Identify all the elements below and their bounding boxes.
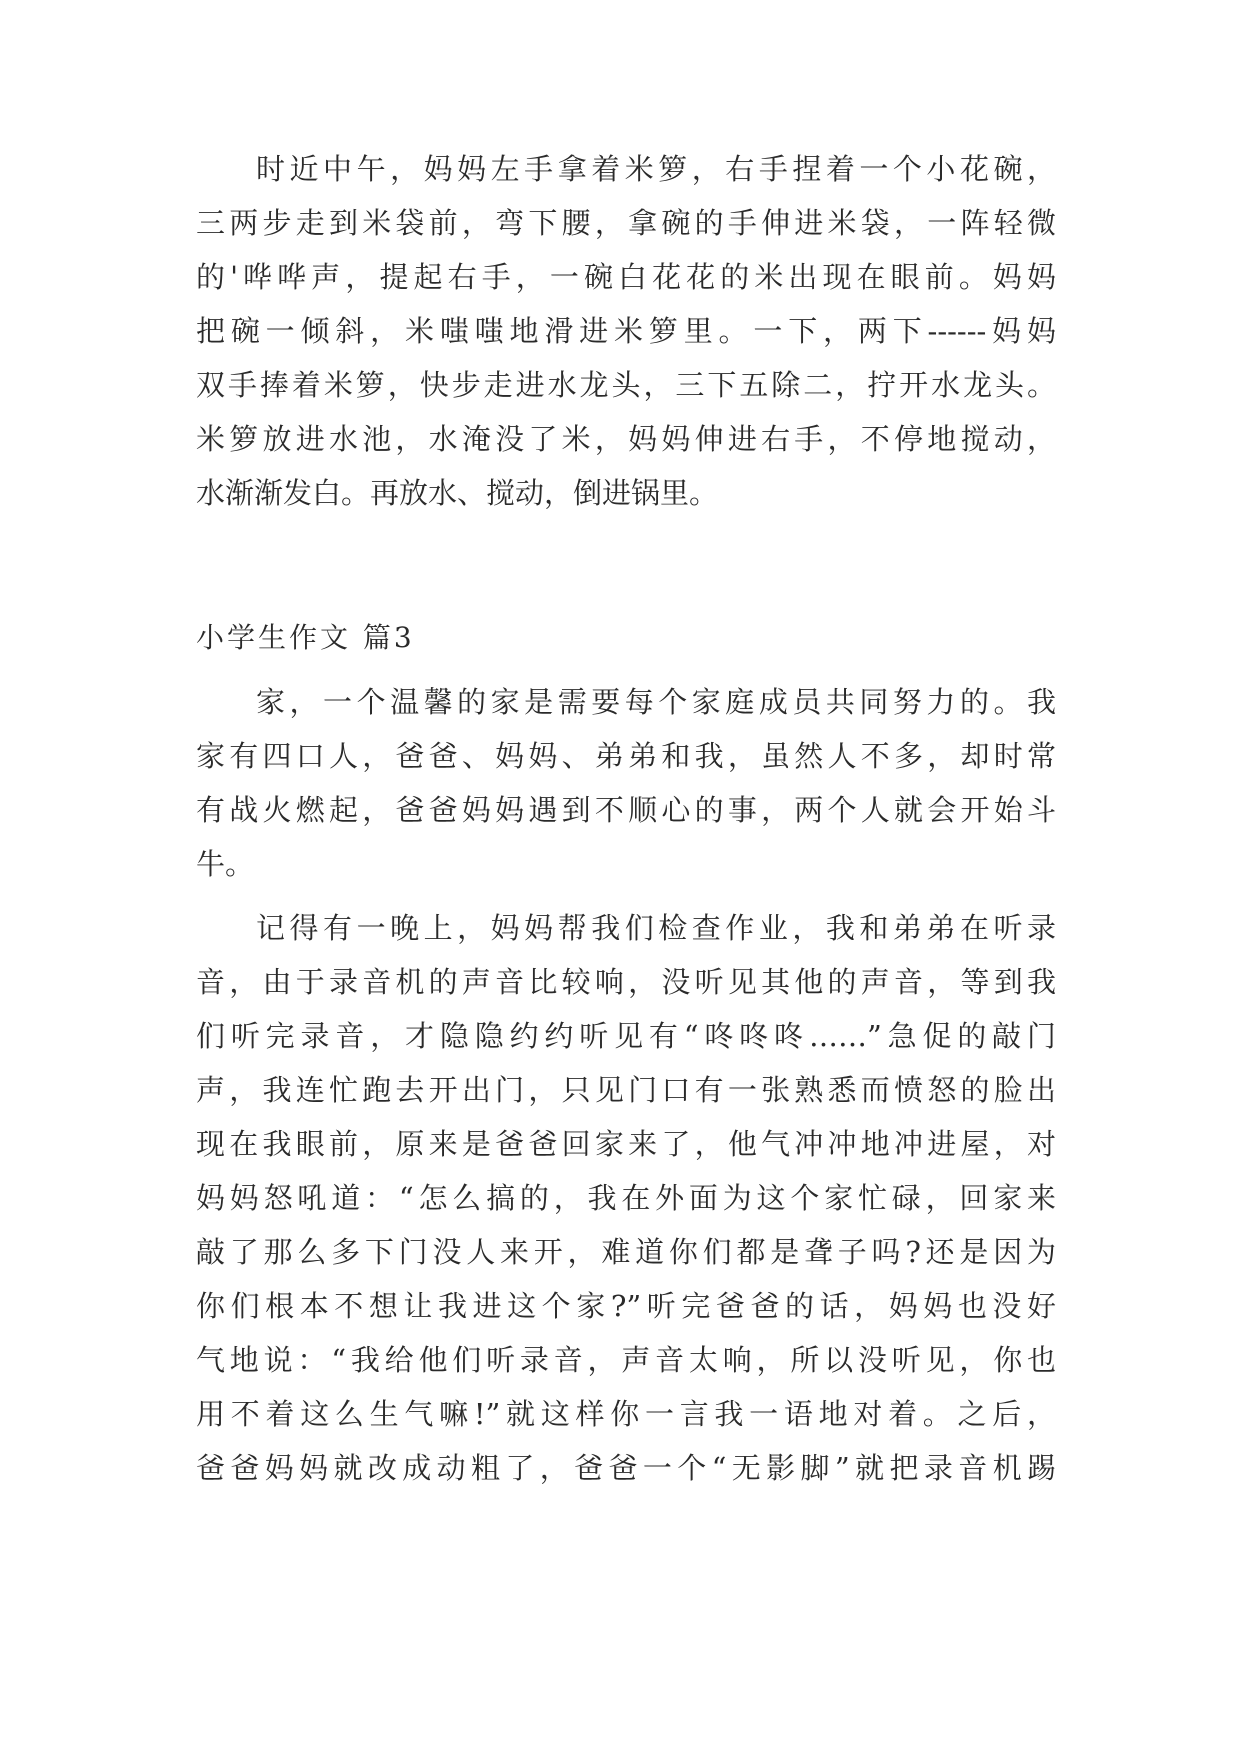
paragraph-line: 的'哗哗声，提起右手，一碗白花花的米出现在眼前。妈妈 (196, 260, 1056, 294)
paragraph-line: 声，我连忙跑去开出门，只见门口有一张熟悉而愤怒的脸出 (196, 1073, 1056, 1107)
paragraph-line: 音，由于录音机的声音比较响，没听见其他的声音，等到我 (196, 965, 1056, 999)
paragraph-line: 时近中午，妈妈左手拿着米箩，右手捏着一个小花碗， (256, 152, 1056, 186)
paragraph-line: 爸爸妈妈就改成动粗了，爸爸一个“无影脚”就把录音机踢 (196, 1451, 1056, 1485)
paragraph-line: 家有四口人，爸爸、妈妈、弟弟和我，虽然人不多，却时常 (196, 739, 1056, 773)
paragraph-line: 妈妈怒吼道：“怎么搞的，我在外面为这个家忙碌，回家来 (196, 1181, 1056, 1215)
paragraph-line: 气地说：“我给他们听录音，声音太响，所以没听见，你也 (196, 1343, 1056, 1377)
paragraph-line: 米箩放进水池，水淹没了米，妈妈伸进右手，不停地搅动， (196, 422, 1056, 456)
paragraph-line: 敲了那么多下门没人来开，难道你们都是聋子吗?还是因为 (196, 1235, 1056, 1269)
paragraph-line: 牛。 (196, 847, 255, 881)
section-heading: 小学生作文 篇3 (196, 621, 415, 654)
paragraph-line: 双手捧着米箩，快步走进水龙头，三下五除二，拧开水龙头。 (196, 368, 1056, 402)
paragraph-line: 记得有一晚上，妈妈帮我们检查作业，我和弟弟在听录 (256, 911, 1056, 945)
paragraph-line: 家，一个温馨的家是需要每个家庭成员共同努力的。我 (256, 685, 1056, 719)
paragraph-line: 把碗一倾斜，米嗤嗤地滑进米箩里。一下，两下------妈妈 (196, 314, 1056, 348)
paragraph-line: 你们根本不想让我进这个家?”听完爸爸的话，妈妈也没好 (196, 1289, 1056, 1323)
paragraph-line: 用不着这么生气嘛!”就这样你一言我一语地对着。之后， (196, 1397, 1056, 1431)
paragraph-line: 水渐渐发白。再放水、搅动，倒进锅里。 (196, 476, 719, 510)
paragraph-line: 三两步走到米袋前，弯下腰，拿碗的手伸进米袋，一阵轻微 (196, 206, 1056, 240)
paragraph-line: 现在我眼前，原来是爸爸回家来了，他气冲冲地冲进屋，对 (196, 1127, 1056, 1161)
paragraph-line: 有战火燃起，爸爸妈妈遇到不顺心的事，两个人就会开始斗 (196, 793, 1056, 827)
paragraph-line: 们听完录音，才隐隐约约听见有“咚咚咚……”急促的敲门 (196, 1019, 1056, 1053)
